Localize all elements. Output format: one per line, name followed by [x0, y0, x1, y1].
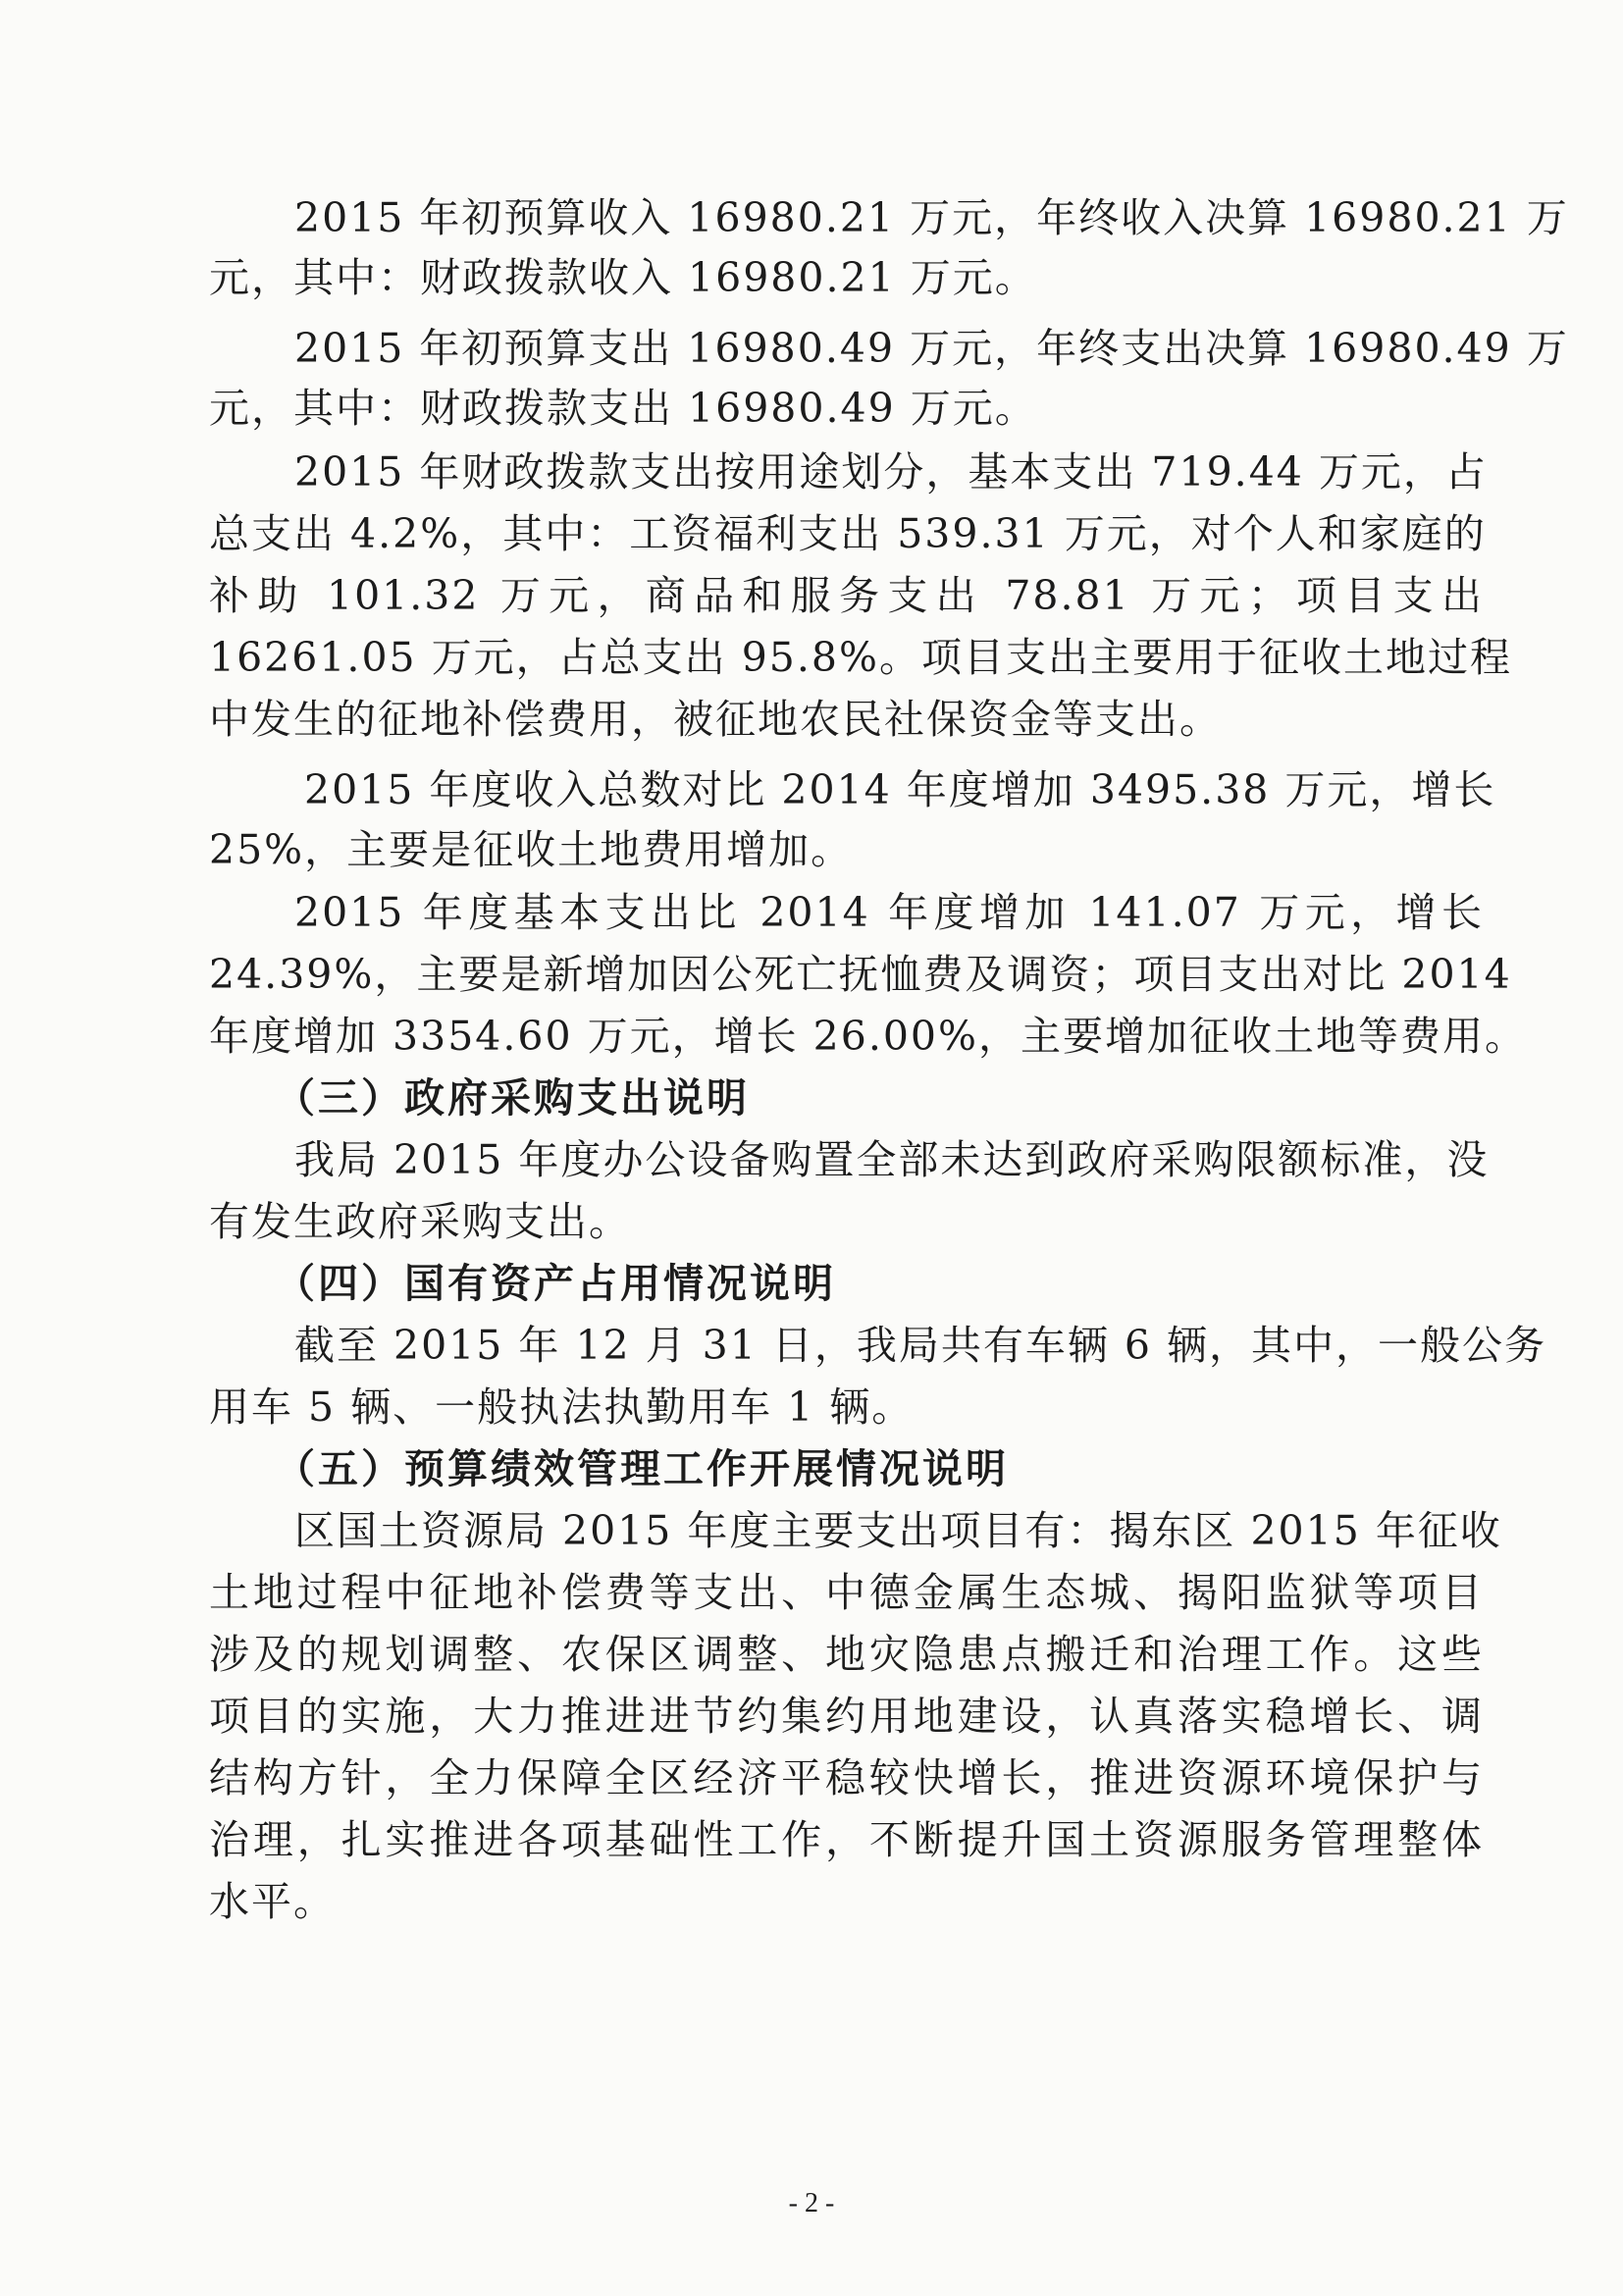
text-line: 中发生的征地补偿费用，被征地农民社保资金等支出。 [209, 696, 1222, 743]
text-line: 2015 年度收入总数对比 2014 年度增加 3495.38 万元，增长 [304, 766, 1496, 813]
text-line: 25%，主要是征收土地费用增加。 [209, 826, 854, 873]
text-line: 治理，扎实推进各项基础性工作，不断提升国土资源服务管理整体 [209, 1816, 1484, 1863]
text-line: 24.39%，主要是新增加因公死亡抚恤费及调资；项目支出对比 2014 [209, 951, 1512, 998]
text-line: 总支出 4.2%，其中：工资福利支出 539.31 万元，对个人和家庭的 [209, 510, 1487, 557]
text-line: 16261.05 万元，占总支出 95.8%。项目支出主要用于征收土地过程 [209, 634, 1512, 681]
text-line: 涉及的规划调整、农保区调整、地灾隐患点搬迁和治理工作。这些 [209, 1631, 1484, 1678]
section-heading: （五）预算绩效管理工作开展情况说明 [275, 1445, 1009, 1492]
text-line: 有发生政府采购支出。 [209, 1198, 631, 1245]
text-line: 用车 5 辆、一般执法执勤用车 1 辆。 [209, 1383, 915, 1431]
text-line: 2015 年初预算支出 16980.49 万元，年终支出决算 16980.49 万 [294, 325, 1569, 372]
text-line: 年度增加 3354.60 万元，增长 26.00%，主要增加征收土地等费用。 [209, 1013, 1527, 1060]
text-line: 结构方针，全力保障全区经济平稳较快增长，推进资源环境保护与 [209, 1754, 1484, 1801]
text-line: 项目的实施，大力推进进节约集约用地建设，认真落实稳增长、调 [209, 1693, 1484, 1740]
text-line: 2015 年财政拨款支出按用途划分，基本支出 719.44 万元，占 [294, 448, 1488, 496]
text-line: 截至 2015 年 12 月 31 日，我局共有车辆 6 辆，其中，一般公务 [294, 1322, 1547, 1369]
text-line: 2015 年初预算收入 16980.21 万元，年终收入决算 16980.21 万 [294, 194, 1569, 241]
section-heading: （三）政府采购支出说明 [275, 1074, 750, 1122]
text-line: 元，其中：财政拨款收入 16980.21 万元。 [209, 254, 1037, 301]
text-line: 补助 101.32 万元，商品和服务支出 78.81 万元；项目支出 [209, 572, 1484, 619]
text-line: 元，其中：财政拨款支出 16980.49 万元。 [209, 385, 1037, 432]
text-line: 土地过程中征地补偿费等支出、中德金属生态城、揭阳监狱等项目 [209, 1569, 1484, 1616]
page-number: - 2 - [788, 2188, 835, 2218]
text-line: 2015 年度基本支出比 2014 年度增加 141.07 万元，增长 [294, 889, 1484, 936]
text-line: 我局 2015 年度办公设备购置全部未达到政府采购限额标准，没 [294, 1136, 1490, 1183]
section-heading: （四）国有资产占用情况说明 [275, 1260, 836, 1307]
text-line: 区国土资源局 2015 年度主要支出项目有：揭东区 2015 年征收 [294, 1507, 1502, 1554]
text-line: 水平。 [209, 1878, 336, 1925]
